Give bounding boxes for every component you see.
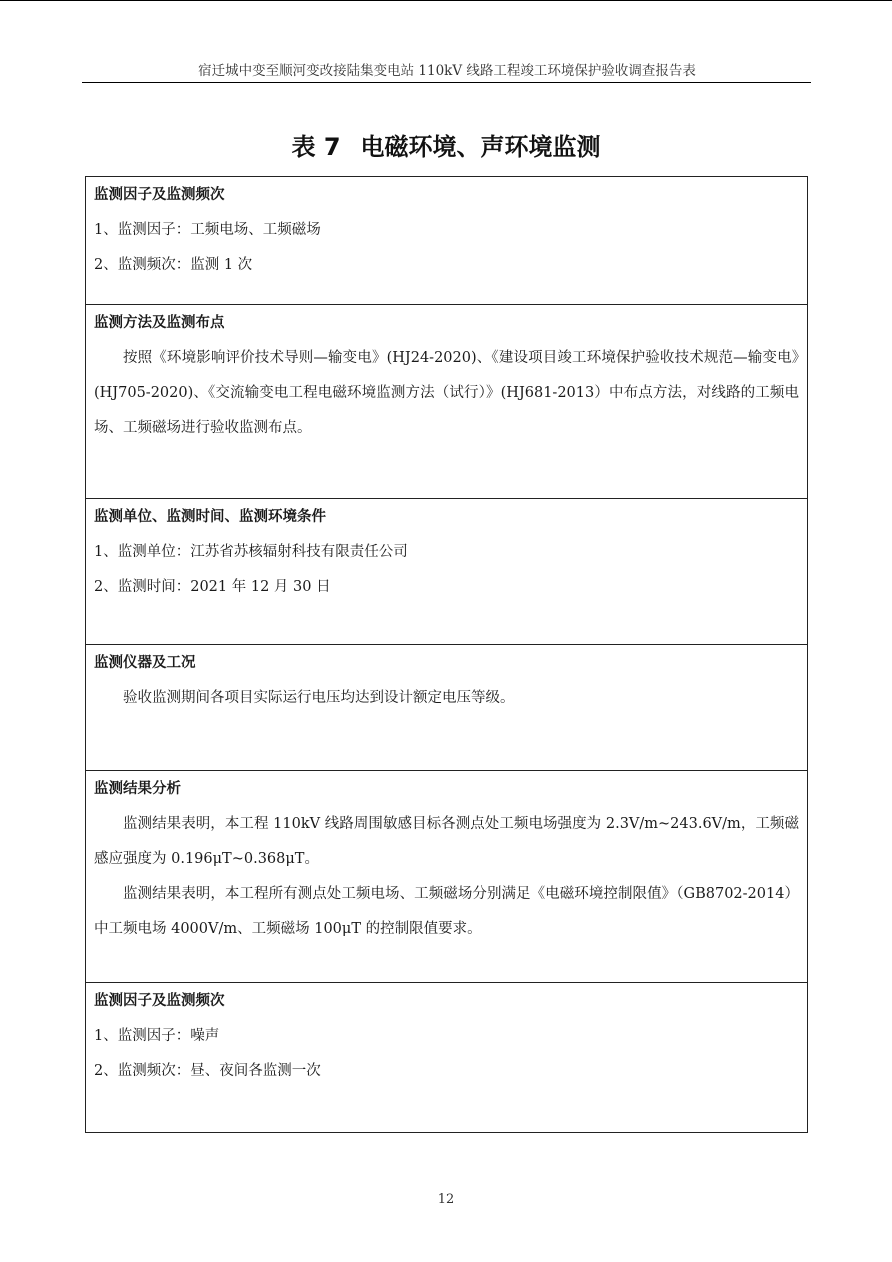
section-cell-instruments — [86, 645, 808, 771]
section-cell-results — [86, 771, 808, 983]
table-number: 表 7 — [291, 133, 341, 161]
section-line: 2、监测频次：监测 1 次 — [94, 257, 253, 273]
page-title — [0, 130, 892, 164]
section-row — [86, 499, 808, 645]
section-paragraph: 监测结果表明，本工程 110kV 线路周围敏感目标各测点处工频电场强度为 2.3V/m~243.6V/m，工频磁感应强度为 0.196μT~0.368μT。 — [94, 816, 799, 867]
section-row — [86, 177, 808, 305]
section-row — [86, 771, 808, 983]
header-rule — [82, 82, 811, 83]
section-heading: 监测结果分析 — [94, 781, 181, 797]
section-heading: 监测因子及监测频次 — [94, 187, 225, 203]
section-cell-unit-time — [86, 499, 808, 645]
running-header: 宿迁城中变至顺河变改接陆集变电站 110kV 线路工程竣工环境保护验收调查报告表 — [198, 63, 696, 79]
section-line: 1、监测单位：江苏省苏核辐射科技有限责任公司 — [94, 544, 408, 560]
section-row — [86, 305, 808, 499]
report-table — [85, 176, 808, 1133]
section-line: 1、监测因子：噪声 — [94, 1028, 220, 1044]
section-line: 1、监测因子：工频电场、工频磁场 — [94, 222, 321, 238]
section-cell-factors-em — [86, 177, 808, 305]
section-paragraph: 验收监测期间各项目实际运行电压均达到设计额定电压等级。 — [123, 690, 515, 706]
section-heading: 监测单位、监测时间、监测环境条件 — [94, 509, 326, 525]
section-heading: 监测因子及监测频次 — [94, 993, 225, 1009]
section-row — [86, 645, 808, 771]
section-paragraph: 按照《环境影响评价技术导则—输变电》(HJ24-2020)、《建设项目竣工环境保护验收技术规范—输变电》(HJ705-2020)、《交流输变电工程电磁环境监测方法（试行）》(HJ681-2013）中布点方法，对线路的工频电场、工频磁场进行验收监测布点。 — [94, 350, 799, 436]
section-heading: 监测仪器及工况 — [94, 655, 196, 671]
section-heading: 监测方法及监测布点 — [94, 315, 225, 331]
table-title: 电磁环境、声环境监测 — [360, 133, 601, 161]
section-cell-factors-noise — [86, 983, 808, 1133]
section-paragraph: 监测结果表明，本工程所有测点处工频电场、工频磁场分别满足《电磁环境控制限值》（GB8702-2014）中工频电场 4000V/m、工频磁场 100μT 的控制限值要求。 — [94, 886, 799, 937]
section-row — [86, 983, 808, 1133]
section-cell-methods — [86, 305, 808, 499]
top-border-line — [0, 0, 892, 1]
section-line: 2、监测频次：昼、夜间各监测一次 — [94, 1063, 321, 1079]
page-number: 12 — [437, 1192, 455, 1207]
section-line: 2、监测时间：2021 年 12 月 30 日 — [94, 579, 331, 595]
